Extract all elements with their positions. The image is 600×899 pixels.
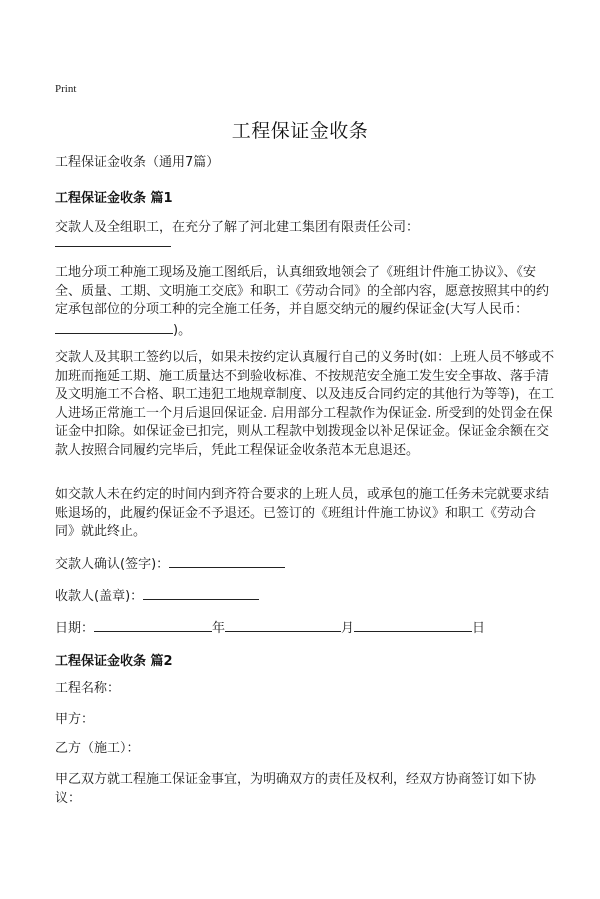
amount-blank: [55, 320, 173, 334]
receiver-seal-blank: [143, 586, 259, 600]
payer-signature-row: [55, 553, 285, 572]
paragraph1-text: 工地分项工种施工现场及施工图纸后，认真细致地领会了《班组计件施工协议》、《安全、质量、工期、文明施工交底》和职工《劳动合同》的全部内容，愿意按照其中的约定承包部位的分项工种的完全施工任务，并自愿交纳元的履约保证金(大写人民币：: [55, 265, 550, 317]
section1-paragraph2: 交款人及其职工签约以后，如果未按约定认真履行自己的义务时(如：上班人员不够或不加班而拖延工期、施工质量达不到验收标准、不按规范安全施工发生安全事故、落手清及文明施工不合格、职工违犯工地规章制度、以及违反合同约定的其他行为等等)，在工人进场正常施工一个月后退回保证金. 启用部分工程款作为保证金. 所受到的处罚金在保证金中扣除。如保证金已扣完，则从工程款中划拨现金以补足保证金。保证金余额在交款人按照合同履约完毕后，凭此工程保证金收条范本无息退还。: [55, 350, 555, 458]
agreement-paragraph: 甲乙双方就工程施工保证金事宜，为明确双方的责任及权利，经双方协商签订如下协议：: [55, 772, 537, 806]
payer-signature-blank: [169, 554, 285, 568]
party-b-label: 乙方（施工）：: [55, 741, 140, 756]
receiver-seal-row: [55, 585, 259, 604]
section1-paragraph3: 如交款人未在约定的时间内到齐符合要求的上班人员，或承包的施工任务未完就要求结账退场的，此履约保证金不予退还。已签订的《班组计件施工协议》和职工《劳动合同》就此终止。: [55, 487, 550, 539]
month-blank: [225, 618, 341, 632]
date-label: 日期：: [55, 621, 95, 636]
section1-intro: 交款人及全组职工，在充分了解了河北建工集团有限责任公司：: [55, 220, 420, 235]
document-subtitle: 工程保证金收条（通用7篇）: [55, 155, 220, 170]
day-label: 日: [472, 621, 486, 636]
company-blank-line: [55, 246, 171, 247]
print-label: Print: [55, 83, 77, 95]
date-row: [55, 617, 485, 636]
section1-paragraph1: [55, 264, 555, 340]
month-label: 月: [341, 621, 355, 636]
section1-heading: 工程保证金收条 篇1: [55, 191, 173, 206]
party-a-label: 甲方：: [55, 712, 95, 727]
receiver-label: 收款人(盖章)：: [55, 589, 144, 604]
day-blank: [354, 618, 472, 632]
year-label: 年: [212, 621, 226, 636]
year-blank: [94, 618, 212, 632]
paragraph1-end: )。: [173, 322, 192, 338]
project-name-label: 工程名称：: [55, 681, 121, 696]
page-title: 工程保证金收条: [231, 120, 369, 142]
section2-heading: 工程保证金收条 篇2: [55, 654, 173, 669]
payer-confirm-label: 交款人确认(签字)：: [55, 557, 170, 572]
